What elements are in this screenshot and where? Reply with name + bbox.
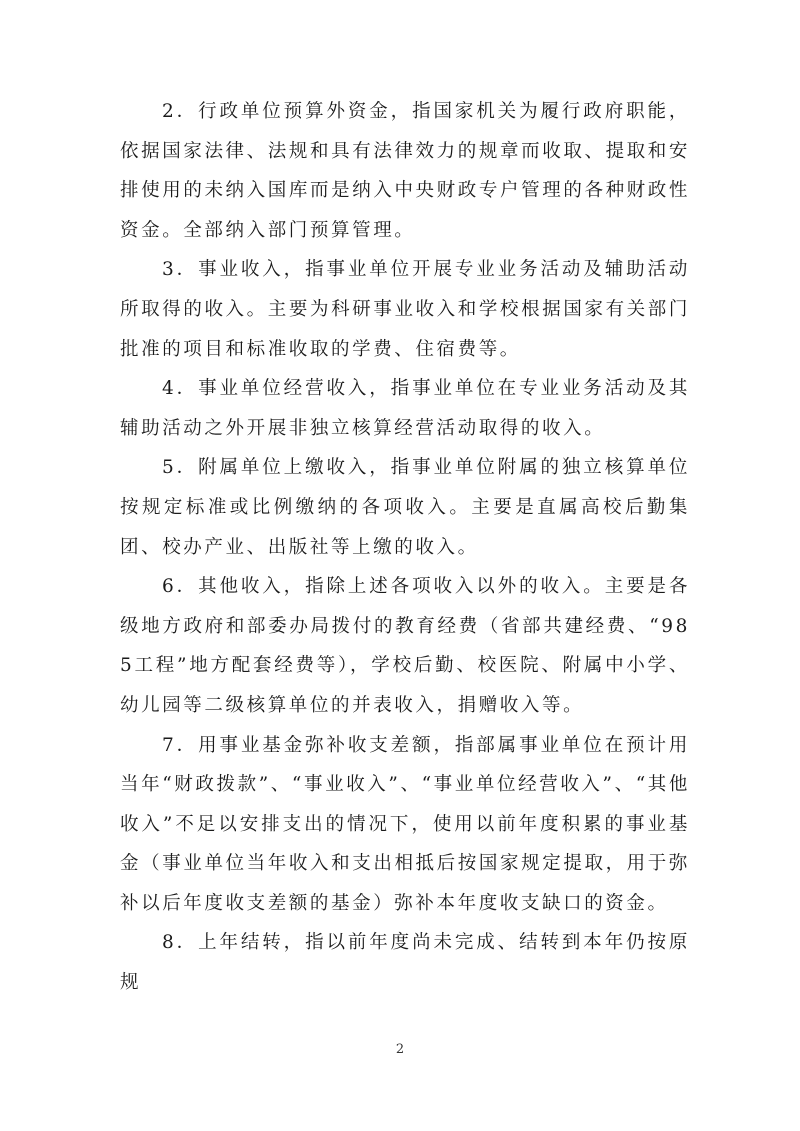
paragraph-3-business-income: 3．事业收入，指事业单位开展专业业务活动及辅助活动所取得的收入。主要为科研事业收入和学校根据国家有关部门批准的项目和标准收取的学费、住宿费等。 (120, 259, 690, 360)
body-text (120, 92, 690, 1003)
paragraph-6-other-income: 6．其他收入，指除上述各项收入以外的收入。主要是各级地方政府和部委办局拨付的教育经费（省部共建经费、“985工程”地方配套经费等），学校后勤、校医院、附属中小学、幼儿园等二级核算单位的并表收入，捐赠收入等。 (120, 576, 690, 716)
paragraph-5-subsidiary-remittance: 5．附属单位上缴收入，指事业单位附属的独立核算单位按规定标准或比例缴纳的各项收入。主要是直属高校后勤集团、校办产业、出版社等上缴的收入。 (120, 457, 690, 558)
paragraph-2-admin-extra-budget-funds: 2．行政单位预算外资金，指国家机关为履行政府职能，依据国家法律、法规和具有法律效力的规章而收取、提取和安排使用的未纳入国库而是纳入中央财政专户管理的各种财政性资金。全部纳入部门预算管理。 (120, 101, 690, 241)
page-number: 2 (395, 1042, 405, 1057)
paragraph-7-business-fund-offset: 7．用事业基金弥补收支差额，指部属事业单位在预计用当年“财政拨款”、“事业收入”、“事业单位经营收入”、“其他收入”不足以安排支出的情况下，使用以前年度积累的事业基金（事业单位当年收入和支出相抵后按国家规定提取，用于弥补以后年度收支差额的基金）弥补本年度收支缺口的资金。 (120, 734, 690, 914)
paragraph-8-prior-year-carryover: 8．上年结转，指以前年度尚未完成、结转到本年仍按原规 (120, 932, 690, 994)
paragraph-4-operating-income: 4．事业单位经营收入，指事业单位在专业业务活动及其辅助活动之外开展非独立核算经营活动取得的收入。 (120, 378, 690, 439)
